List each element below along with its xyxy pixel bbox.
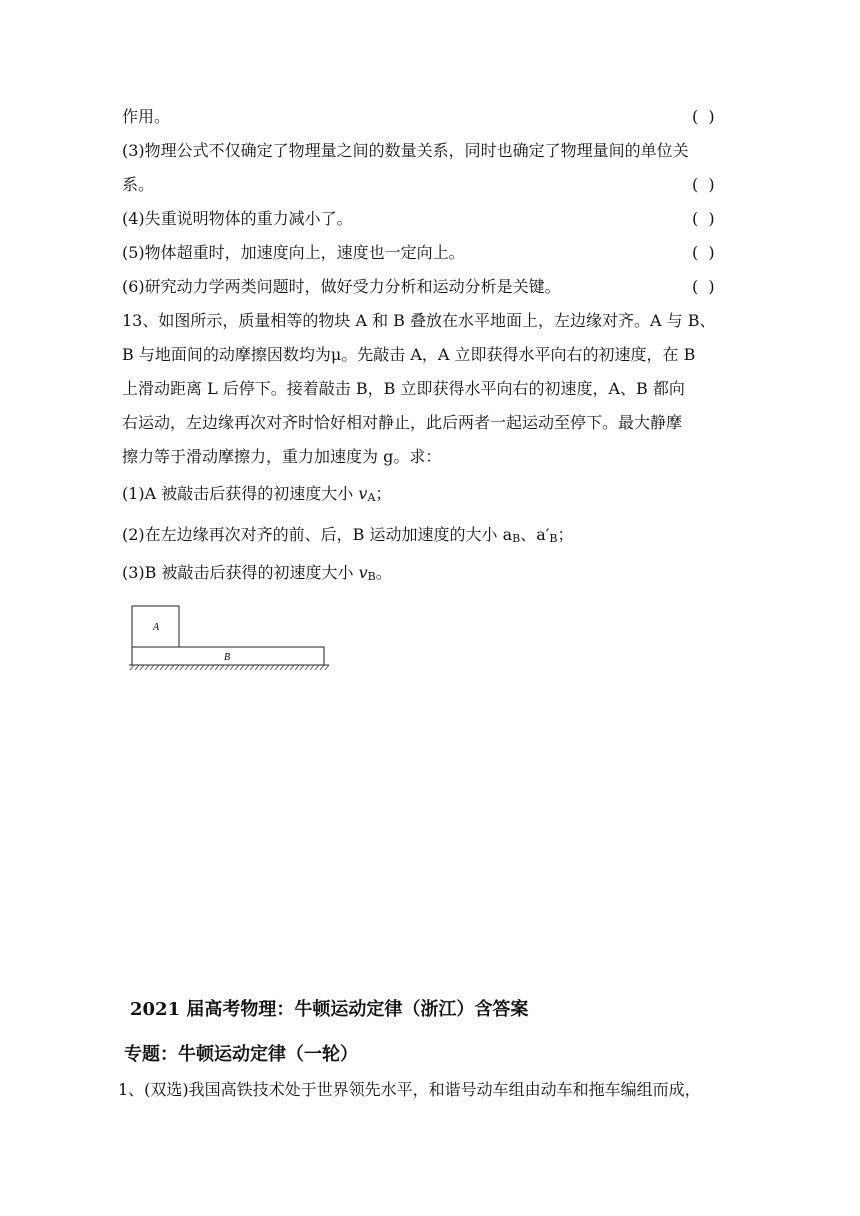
problem-13-line-4: 右运动，左边缘再次对齐时恰好相对静止，此后两者一起运动至停下。最大静摩 [122, 413, 683, 432]
problem-13-line-3: 上滑动距离 L 后停下。接着敲击 B，B 立即获得水平向右的初速度，A、B 都向 [122, 379, 685, 398]
ground-hatching [130, 665, 329, 670]
problem-13-line-5: 擦力等于滑动摩擦力，重力加速度为 g。求： [122, 447, 442, 466]
section-heading: 2021 届高考物理：牛顿运动定律（浙江）含答案 [130, 999, 529, 1020]
sub-question-2: (2)在左边缘再次对齐的前、后，B 运动加速度的大小 $a_B$、$a'_B$； [122, 525, 574, 545]
block-b-label: B [224, 652, 231, 663]
sub-question-1: (1)A 被敲击后获得的初速度大小 $v_A$； [122, 484, 392, 504]
problem-13-line-2: B 与地面间的动摩擦因数均为μ。先敲击 A，A 立即获得水平向右的初速度，在 B [122, 345, 696, 364]
statement-3-continuation: 系。 [122, 175, 155, 194]
answer-bracket-2: ( ) [692, 107, 715, 126]
section-subheading: 专题：牛顿运动定律（一轮） [124, 1044, 358, 1065]
question-1-line-1: 1、(双选)我国高铁技术处于世界领先水平，和谐号动车组由动车和拖车编组而成， [118, 1080, 701, 1099]
block-a-label: A [153, 622, 160, 633]
statement-6: (6)研究动力学两类问题时，做好受力分析和运动分析是关键。 [122, 277, 561, 296]
problem-13-line-1: 13、如图所示，质量相等的物块 A 和 B 叠放在水平地面上，左边缘对齐。A 与 B、 [122, 311, 716, 330]
statement-4: (4)失重说明物体的重力减小了。 [122, 209, 353, 228]
answer-bracket-3: ( ) [692, 175, 715, 194]
answer-bracket-4: ( ) [692, 209, 715, 228]
statement-2-continuation: 作用。 [122, 107, 171, 126]
sub-question-3: (3)B 被敲击后获得的初速度大小 $v_B$。 [122, 563, 392, 583]
answer-bracket-6: ( ) [692, 277, 715, 296]
statement-3: (3)物理公式不仅确定了物理量之间的数量关系，同时也确定了物理量间的单位关 [122, 141, 689, 160]
statement-5: (5)物体超重时，加速度向上，速度也一定向上。 [122, 243, 465, 262]
blocks-figure [126, 600, 336, 675]
answer-bracket-5: ( ) [692, 243, 715, 262]
